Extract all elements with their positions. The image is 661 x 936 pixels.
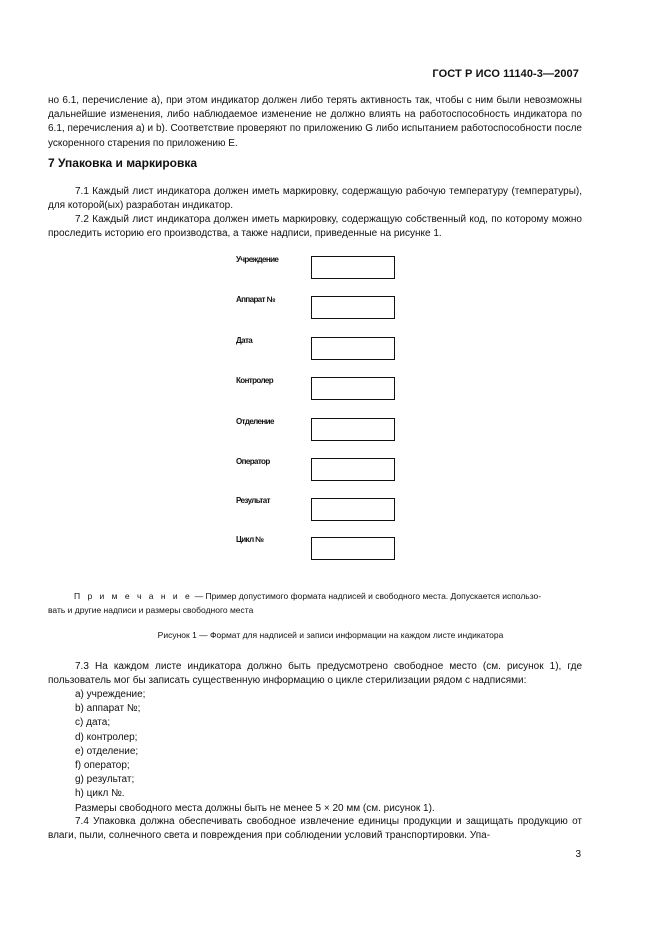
note-text: — Пример допустимого формата надписей и свободного места. Допускается использо- xyxy=(192,591,542,601)
list-item: b) аппарат №; xyxy=(75,703,141,715)
intro-paragraph: но 6.1, перечисление а), при этом индикатор должен либо терять активность так, чтобы с ним были невозможны дальнейшие изменения, либо наблюдаемое изменение не должно влиять на работоспособность индикатора по 6.1, перечисления а) и b). Соответствие проверяют по приложению G либо испытанием работоспособности после ускоренного старения по приложению Е. xyxy=(48,95,582,149)
figure-label-institution: Учреждение xyxy=(236,255,279,264)
paragraph-7-3: 7.3 На каждом листе индикатора должно быть предусмотрено свободное место (см. рисунок 1), где пользователь мог бы записать существенную информацию о цикле стерилизации рядом с надписями: xyxy=(48,661,582,687)
label-list xyxy=(75,688,435,816)
list-item: g) результат; xyxy=(75,774,135,786)
figure-field-box xyxy=(311,256,395,279)
figure-label-date: Дата xyxy=(236,336,253,345)
figure-label-cycle: Цикл № xyxy=(236,535,264,544)
paragraph-7-4: 7.4 Упаковка должна обеспечивать свободное извлечение единицы продукции и защищать продукцию от влаги, пыли, солнечного света и повреждения при соблюдении условий транспортировки. Упа- xyxy=(48,816,582,842)
note-prefix: П р и м е ч а н и е xyxy=(74,591,193,601)
list-item: e) отделение; xyxy=(75,745,139,757)
figure-field-box xyxy=(311,498,395,521)
figure-field-box xyxy=(311,337,395,360)
list-item: d) контролер; xyxy=(75,731,138,743)
figure-note xyxy=(48,589,582,617)
document-code: ГОСТ Р ИСО 11140-3—2007 xyxy=(432,68,579,80)
figure-label-result: Результат xyxy=(236,496,270,505)
note-text-line2: вать и другие надписи и размеры свободного места xyxy=(48,605,254,615)
figure-field-box xyxy=(311,418,395,441)
figure-label-controller: Контролер xyxy=(236,376,274,385)
figure-field-box xyxy=(311,458,395,481)
figure-label-department: Отделение xyxy=(236,417,274,426)
page-number: 3 xyxy=(575,849,581,860)
figure-field-box xyxy=(311,537,395,560)
figure-label-apparatus: Аппарат № xyxy=(236,295,275,304)
list-item: h) цикл №. xyxy=(75,788,125,800)
paragraph-7-2: 7.2 Каждый лист индикатора должен иметь маркировку, содержащую собственный код, по которому можно проследить историю его производства, а также надписи, приведенные на рисунке 1. xyxy=(48,214,582,240)
list-item: f) оператор; xyxy=(75,759,130,771)
list-item: c) дата; xyxy=(75,717,111,729)
size-requirement: Размеры свободного места должны быть не менее 5 × 20 мм (см. рисунок 1). xyxy=(75,802,435,814)
paragraph-7-1: 7.1 Каждый лист индикатора должен иметь маркировку, содержащую рабочую температуру (температуры), для которой(ых) разработан индикатор. xyxy=(48,186,582,212)
figure-caption: Рисунок 1 — Формат для надписей и записи информации на каждом листе индикатора xyxy=(157,630,504,640)
figure-field-box xyxy=(311,296,395,319)
figure-field-box xyxy=(311,377,395,400)
figure-label-operator: Оператор xyxy=(236,457,270,466)
section-title: 7 Упаковка и маркировка xyxy=(48,156,198,170)
list-item: a) учреждение; xyxy=(75,689,146,700)
